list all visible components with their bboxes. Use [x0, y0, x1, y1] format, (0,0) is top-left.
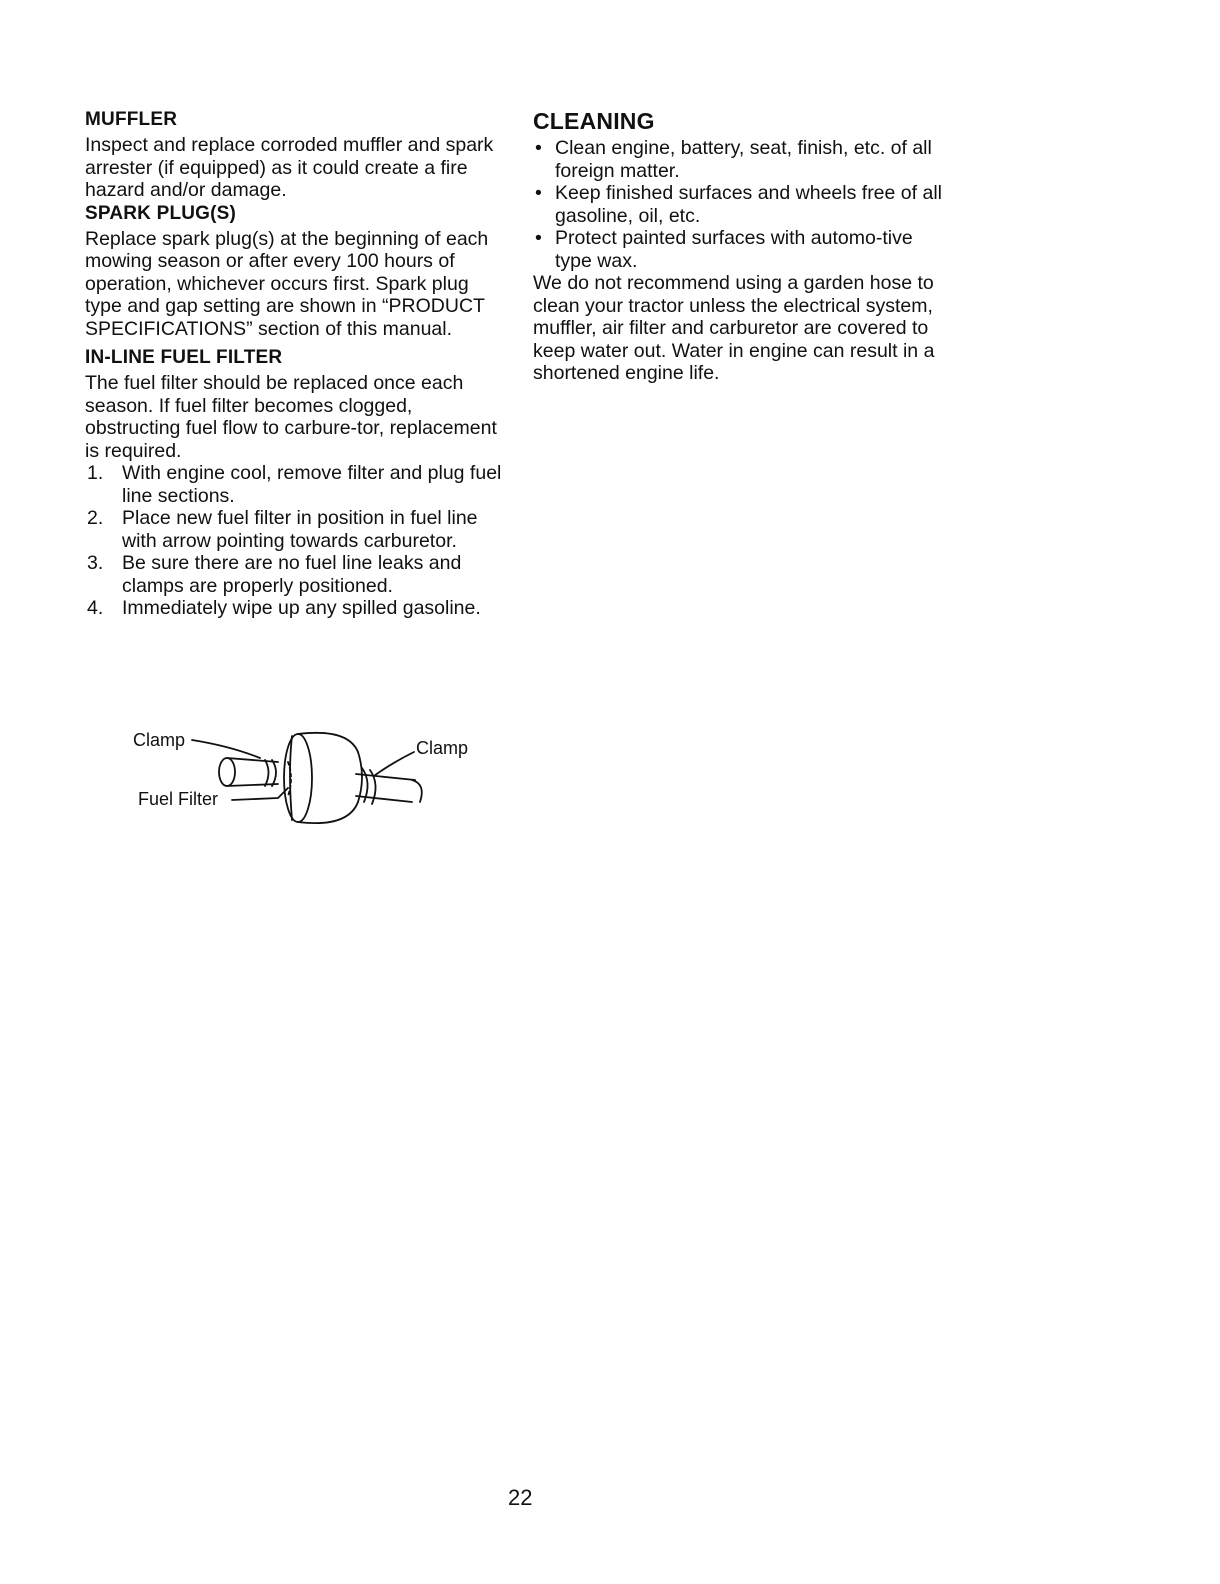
cleaning-body: We do not recommend using a garden hose to clean your tractor unless the electrical system, muffler, air filter and carburetor are covered to keep water out. Water in engine can result in a shortened engine life. [533, 272, 935, 384]
bullet-mark: • [535, 227, 542, 249]
bullet-text: Clean engine, battery, seat, finish, etc. of all foreign matter. [555, 137, 932, 182]
list-item [85, 507, 505, 552]
list-item [533, 227, 953, 272]
muffler-body: Inspect and replace corroded muffler and spark arrester (if equipped) as it could create a fire hazard and/or damage. [85, 134, 494, 201]
bullet-text: Protect painted surfaces with automo-tive type wax. [555, 227, 913, 272]
fuel-filter-section [85, 346, 505, 620]
step-text: Immediately wipe up any spilled gasoline. [122, 597, 481, 619]
bullet-mark: • [535, 137, 542, 159]
fuel-filter-heading: IN-LINE FUEL FILTER [85, 347, 283, 368]
cleaning-section [533, 108, 953, 385]
step-text: Place new fuel filter in position in fuel line with arrow pointing towards carburetor. [122, 507, 478, 552]
spark-plug-section [85, 202, 505, 341]
cleaning-bullets [533, 137, 953, 272]
step-text: With engine cool, remove filter and plug fuel line sections. [122, 462, 502, 507]
spark-plug-heading: SPARK PLUG(S) [85, 202, 237, 224]
bullet-text: Keep finished surfaces and wheels free of all gasoline, oil, etc. [555, 182, 942, 227]
fuel-filter-steps [85, 462, 505, 620]
fuel-filter-body: The fuel filter should be replaced once each season. If fuel filter becomes clogged, obstructing fuel flow to carbure-tor, replacement is required. [85, 372, 497, 462]
list-item [85, 552, 505, 597]
step-number: 3. [87, 552, 104, 574]
fuel-filter-label: Fuel Filter [138, 789, 219, 809]
step-number: 4. [87, 597, 104, 619]
step-text: Be sure there are no fuel line leaks and clamps are properly positioned. [122, 552, 462, 597]
clamp-right-label: Clamp [416, 738, 469, 758]
fuel-filter-figure [120, 722, 490, 832]
list-item [533, 182, 953, 227]
spark-plug-body: Replace spark plug(s) at the beginning of each mowing season or after every 100 hours of operation, whichever occurs first. Spark plug type and gap setting are shown in “PRODUCT SPECIFICATIONS” section of this manual. [85, 227, 489, 340]
cleaning-heading: CLEANING [533, 108, 655, 134]
left-column [85, 108, 505, 620]
bullet-mark: • [535, 182, 542, 204]
step-number: 1. [87, 462, 104, 484]
muffler-section [85, 108, 505, 202]
clamp-left-label: Clamp [133, 730, 186, 750]
list-item [85, 597, 505, 620]
list-item [85, 462, 505, 507]
muffler-heading: MUFFLER [85, 109, 178, 130]
page-number: 22 [508, 1485, 533, 1510]
list-item [533, 137, 953, 182]
right-column [533, 108, 953, 385]
step-number: 2. [87, 507, 104, 529]
